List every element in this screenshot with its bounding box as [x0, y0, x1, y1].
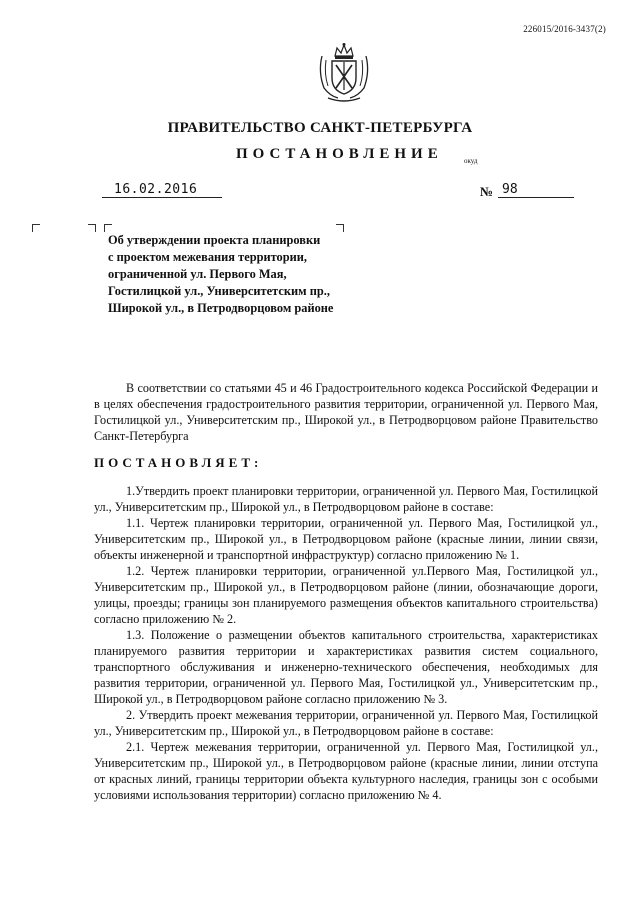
decree-item: 1.3. Положение о размещении объектов капитального строительства, характеристиках планируемого развития территории и характеристиках развития систем социального, транспортного обслуживания и инженерно-технического обеспечения, необходимых для развития территории, ограниченной ул. Первого Мая, Гостилицкой ул., Университетским пр., Широкой ул., в Петродворцовом районе согласно приложению № 3. [94, 628, 598, 706]
decree-item: 2. Утвердить проект межевания территории, ограниченной ул. Первого Мая, Гостилицкой ул., Университетским пр., Широкой ул., в Петродворцовом районе в составе: [94, 708, 598, 738]
number-sign: № [480, 184, 494, 199]
subject-line: с проектом межевания территории, [108, 250, 307, 264]
decree-subject [108, 232, 348, 317]
decree-item: 1.Утвердить проект планировки территории, ограниченной ул. Первого Мая, Гостилицкой ул., Университетским пр., Широкой ул., в Петродворцовом районе в составе: [94, 484, 598, 514]
preamble-section [94, 380, 598, 444]
decree-item: 1.2. Чертеж планировки территории, ограниченной ул.Первого Мая, Гостилицкой ул., Университетским пр., Широкой ул., в Петродворцовом районе (линии, обозначающие дороги, улицы, проезды; границы зон планируемого размещения объектов капитального строительства) согласно приложению № 2. [94, 564, 598, 626]
document-date: 16.02.2016 [102, 182, 222, 198]
corner-mark [32, 224, 40, 232]
corner-mark [104, 224, 112, 232]
subject-line: Об утверждении проекта планировки [108, 233, 321, 247]
document-number: 98 [498, 182, 574, 198]
document-registration-number: 226015/2016-3437(2) [523, 24, 606, 34]
decree-item: 1.1. Чертеж планировки территории, ограниченной ул. Первого Мая, Гостилицкой ул., Университетским пр., Широкой ул., в Петродворцовом районе (красные линии, линии связи, объекты инженерной и транспортной инфраструктур) согласно приложению № 1. [94, 516, 598, 562]
resolves-heading: ПОСТАНОВЛЯЕТ: [94, 455, 263, 470]
corner-mark [88, 224, 96, 232]
government-name: ПРАВИТЕЛЬСТВО САНКТ-ПЕТЕРБУРГА [167, 120, 473, 136]
subject-line: Гостилицкой ул., Университетским пр., [108, 284, 330, 298]
subject-line: ограниченной ул. Первого Мая, [108, 267, 287, 281]
preamble-paragraph: В соответствии со статьями 45 и 46 Градостроительного кодекса Российской Федерации и в целях обеспечения градостроительного развития территории, ограниченной ул. Первого Мая, Гостилицкой ул., Университетским пр., Широкой ул., в Петродворцовом районе Правительство Санкт-Петербурга [94, 381, 598, 443]
decree-items [94, 483, 598, 803]
classification-mark: окуд [464, 157, 478, 165]
saint-petersburg-coat-of-arms-icon [316, 42, 372, 104]
subject-line: Широкой ул., в Петродворцовом районе [108, 301, 334, 315]
corner-mark [336, 224, 344, 232]
document-type-title: ПОСТАНОВЛЕНИЕ [236, 146, 443, 162]
decree-item: 2.1. Чертеж межевания территории, ограниченной ул. Первого Мая, Гостилицкой ул., Университетским пр., Широкой ул., в Петродворцовом районе (красные линии, линии отступа от красных линий, границы территории объекта культурного наследия, границы зон с особыми условиями использования территории) согласно приложению № 4. [94, 740, 598, 802]
